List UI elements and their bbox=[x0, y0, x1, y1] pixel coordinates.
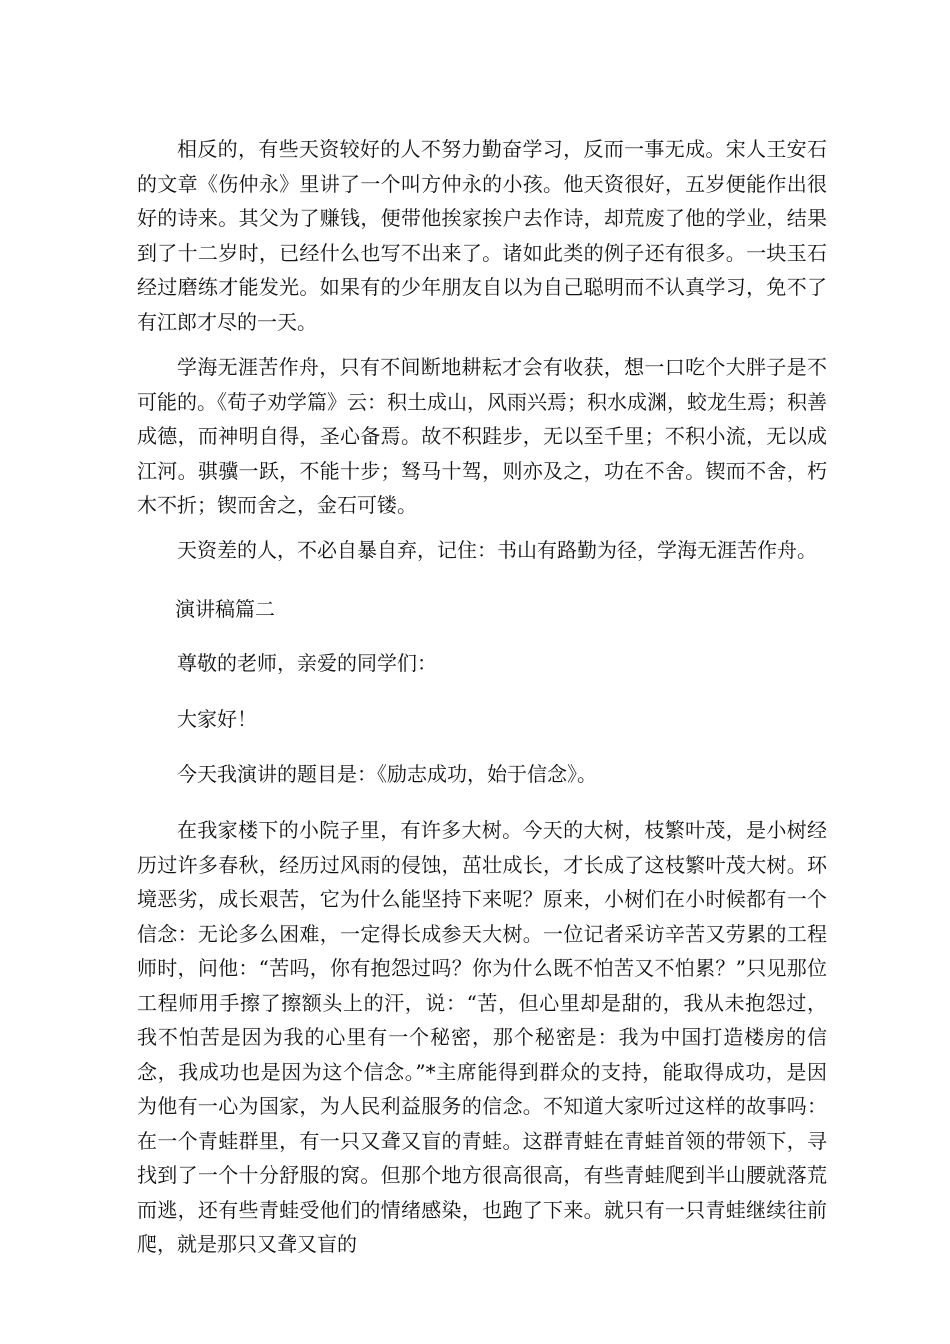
speech-body-paragraph: 在我家楼下的小院子里，有许多大树。今天的大树，枝繁叶茂，是小树经历过许多春秋，经历过风雨的侵蚀，茁壮成长，才长成了这枝繁叶茂大树。环境恶劣，成长艰苦，它为什么能坚持下来呢？原来，小树们在小时候都有一个信念：无论多么困难，一定得长成参天大树。一位记者采访辛苦又劳累的工程师时，问他：“苦吗，你有抱怨过吗？你为什么既不怕苦又不怕累？”只见那位工程师用手擦了擦额头上的汗，说：“苦，但心里却是甜的，我从未抱怨过，我不怕苦是因为我的心里有一个秘密，那个秘密是：我为中国打造楼房的信念，我成功也是因为这个信念。”*主席能得到群众的支持，能取得成功，是因为他有一心为国家，为人民利益服务的信念。不知道大家听过这样的故事吗：在一个青蛙群里，有一只又聋又盲的青蛙。这群青蛙在青蛙首领的带领下，寻找到了一个十分舒服的窝。但那个地方很高很高，有些青蛙爬到半山腰就落荒而逃，还有些青蛙受他们的情绪感染，也跑了下来。就只有一只青蛙继续往前爬，就是那只又聋又盲的 bbox=[137, 818, 827, 1256]
paragraph-shang-zhongyong: 相反的，有些天资较好的人不努力勤奋学习，反而一事无成。宋人王安石的文章《伤仲永》里讲了一个叫方仲永的小孩。他天资很好，五岁便能作出很好的诗来。其父为了赚钱，便带他挨家挨户去作诗，却荒废了他的学业，结果到了十二岁时，已经什么也写不出来了。诸如此类的例子还有很多。一块玉石经过磨练才能发光。如果有的少年朋友自以为自己聪明而不认真学习，免不了有江郎才尽的一天。 bbox=[137, 137, 827, 334]
greeting: 大家好！ bbox=[177, 707, 257, 731]
paragraph-xuehai-wuya: 学海无涯苦作舟，只有不间断地耕耘才会有收获，想一口吃个大胖子是不可能的。《荀子劝学篇》云：积土成山，风雨兴焉；积水成渊，蛟龙生焉；积善成德，而神明自得，圣心备焉。故不积跬步，无以至千里；不积小流，无以成江河。骐骥一跃，不能十步；驽马十驾，则亦及之，功在不舍。锲而不舍，朽木不折；锲而舍之，金石可镂。 bbox=[137, 355, 827, 517]
paragraph-tianzi-cha: 天资差的人，不必自暴自弃，记住：书山有路勤为径，学海无涯苦作舟。 bbox=[177, 538, 817, 562]
speech-topic: 今天我演讲的题目是：《励志成功，始于信念》。 bbox=[177, 762, 597, 786]
section-heading: 演讲稿篇二 bbox=[175, 597, 275, 621]
salutation: 尊敬的老师，亲爱的同学们： bbox=[177, 651, 437, 675]
